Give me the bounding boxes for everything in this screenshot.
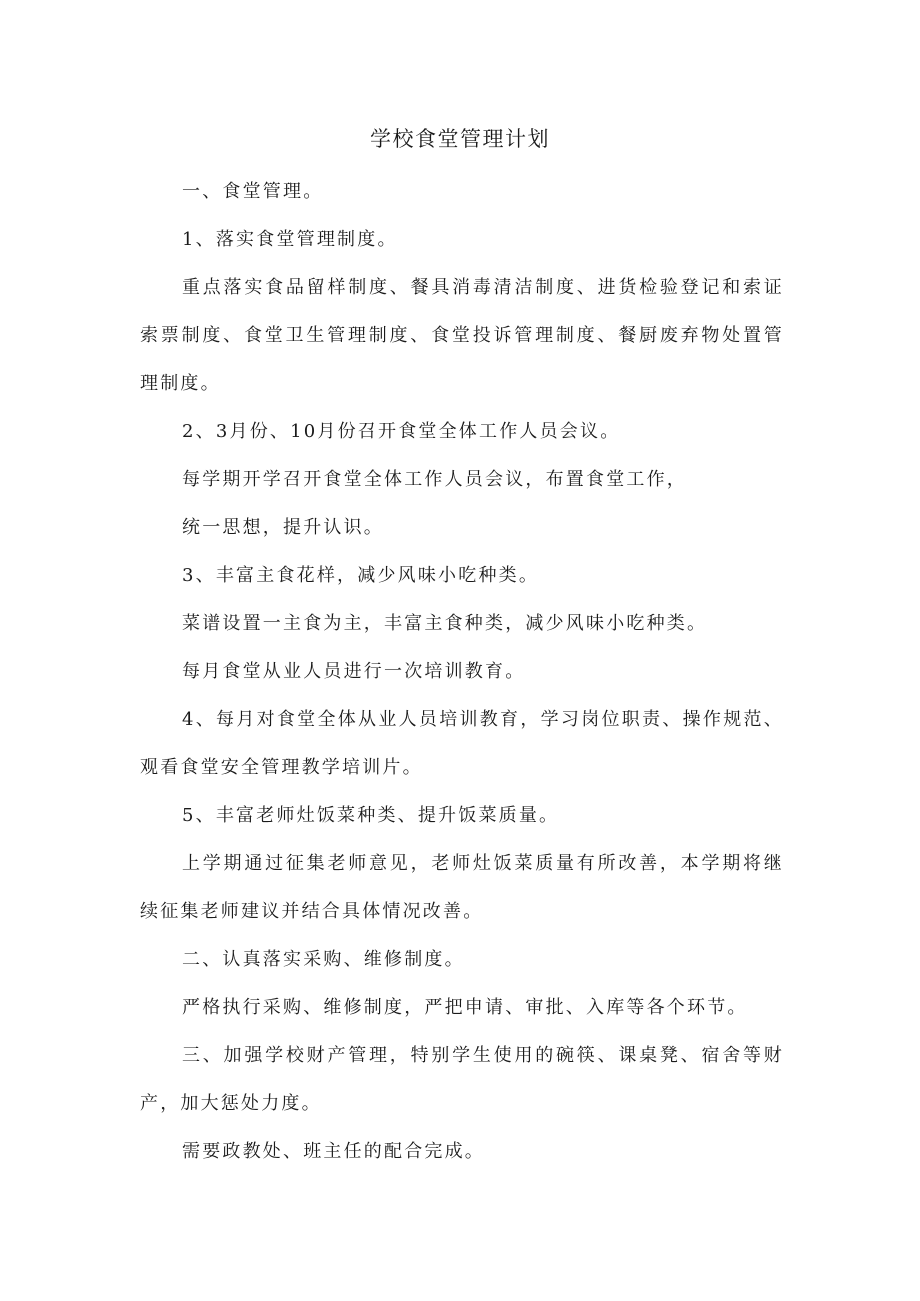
paragraph-section-1-heading: 一、食堂管理。 — [182, 181, 324, 202]
paragraph-item-2-body: 每学期开学召开食堂全体工作人员会议，布置食堂工作， — [182, 469, 687, 490]
paragraph-item-1-body: 重点落实食品留样制度、餐具消毒清洁制度、进货检验登记和索证索票制度、食堂卫生管理制度、食堂投诉管理制度、餐厨废弃物处置管理制度。 — [140, 277, 784, 394]
paragraph-section-2-heading: 二、认真落实采购、维修制度。 — [182, 949, 465, 970]
paragraph-item-2-body-continued: 统一思想，提升认识。 — [182, 517, 384, 538]
paragraph-item-5-heading: 5、丰富老师灶饭菜种类、提升饭菜质量。 — [182, 805, 560, 826]
paragraph-item-4: 4、每月对食堂全体从业人员培训教育，学习岗位职责、操作规范、观看食堂安全管理教学培训片。 — [140, 709, 784, 778]
paragraph-item-3-body: 菜谱设置一主食为主，丰富主食种类，减少风味小吃种类。 — [182, 613, 708, 634]
paragraph-training-note: 每月食堂从业人员进行一次培训教育。 — [182, 661, 526, 682]
paragraph-item-1-heading: 1、落实食堂管理制度。 — [182, 229, 398, 250]
paragraph-section-3-heading: 三、加强学校财产管理，特别学生使用的碗筷、课桌凳、宿舍等财产，加大惩处力度。 — [140, 1045, 784, 1114]
document-title: 学校食堂管理计划 — [370, 127, 550, 151]
document-body — [140, 168, 784, 1176]
paragraph-item-2-heading: 2、3月份、10月份召开食堂全体工作人员会议。 — [182, 421, 621, 442]
paragraph-section-3-body: 需要政教处、班主任的配合完成。 — [182, 1141, 485, 1162]
paragraph-item-5-body: 上学期通过征集老师意见，老师灶饭菜质量有所改善，本学期将继续征集老师建议并结合具体情况改善。 — [140, 853, 784, 922]
paragraph-item-3-heading: 3、丰富主食花样，减少风味小吃种类。 — [182, 565, 540, 586]
paragraph-section-2-body: 严格执行采购、维修制度，严把申请、审批、入库等各个环节。 — [182, 997, 748, 1018]
